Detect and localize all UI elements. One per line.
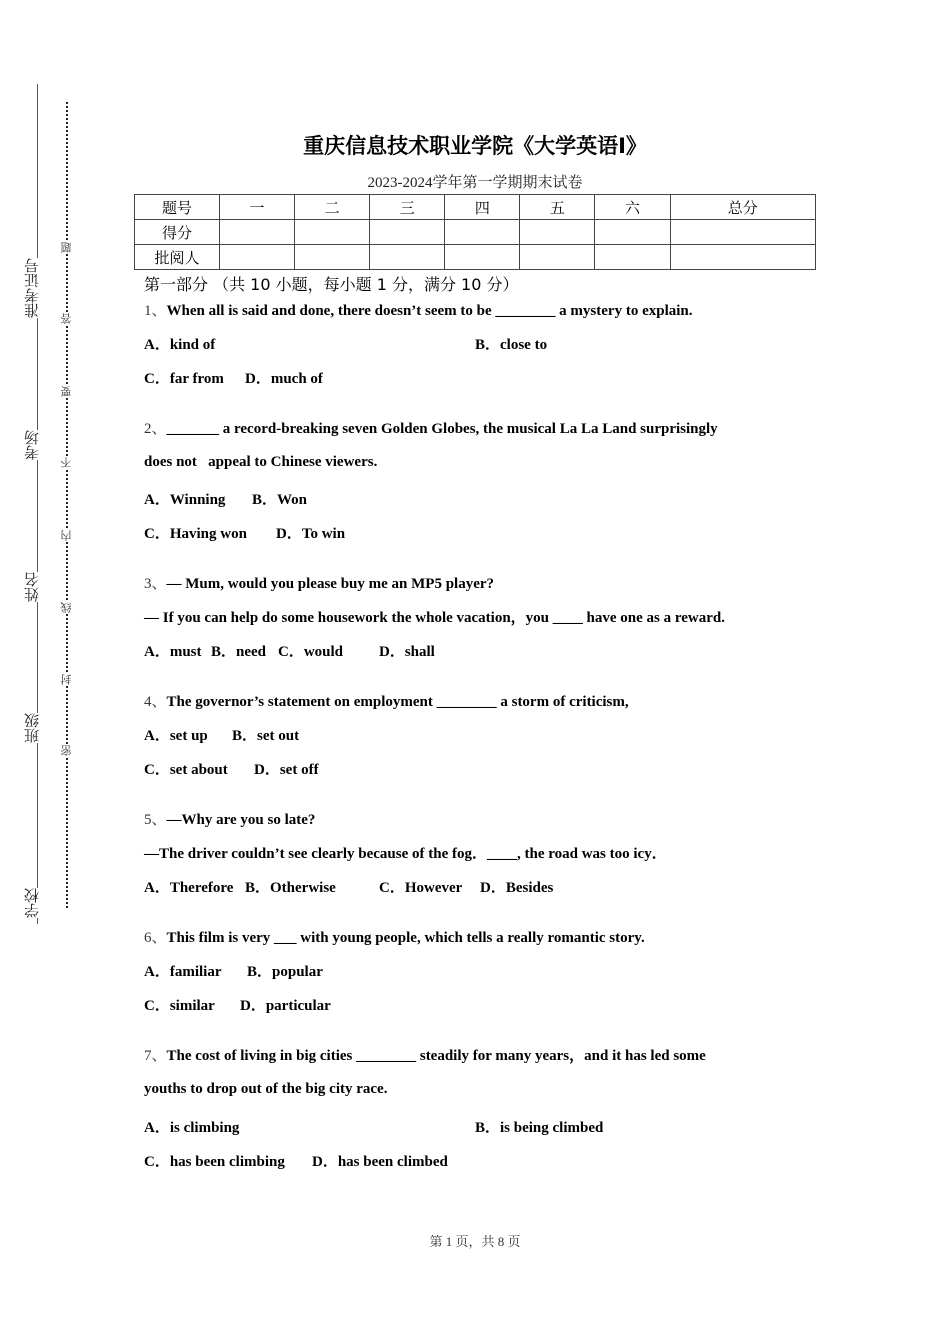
- score-table: [134, 194, 816, 270]
- column-header: 一: [220, 195, 295, 220]
- option-b[interactable]: B．set out: [232, 728, 300, 744]
- question-number: 5、: [144, 812, 167, 828]
- seal-word: 线: [60, 602, 73, 613]
- question-5: [144, 808, 315, 829]
- score-cell[interactable]: [520, 220, 595, 245]
- question-number: 1、: [144, 303, 167, 319]
- column-header: 五: [520, 195, 595, 220]
- option-a[interactable]: A．Therefore: [144, 880, 234, 896]
- option-d[interactable]: D．To win: [276, 526, 346, 542]
- option-a[interactable]: A．set up: [144, 728, 208, 744]
- grader-row: [135, 245, 816, 270]
- margin-label-class: 班级: [23, 713, 41, 743]
- page-indicator: 第 1 页，共 8 页: [429, 1234, 521, 1249]
- score-cell[interactable]: [670, 220, 815, 245]
- question-text: —Why are you so late?: [166, 812, 316, 828]
- question-1: [144, 299, 693, 320]
- option-b[interactable]: B．Won: [252, 492, 308, 508]
- question-text: _______ a record-breaking seven Golden Globes, the musical La La Land surprisingly: [166, 421, 718, 437]
- seal-word: 不: [60, 457, 73, 468]
- option-d[interactable]: D．Besides: [480, 880, 554, 896]
- score-row: [135, 220, 816, 245]
- option-c[interactable]: C．would: [278, 644, 344, 660]
- column-header: 六: [595, 195, 670, 220]
- grader-cell[interactable]: [520, 245, 595, 270]
- margin-solid-line: [37, 84, 38, 924]
- option-a[interactable]: A．Winning: [144, 492, 226, 508]
- exam-title: 重庆信息技术职业学院《大学英语Ⅰ》: [303, 134, 647, 158]
- seal-word: 密: [60, 745, 73, 756]
- grader-cell[interactable]: [220, 245, 295, 270]
- score-cell[interactable]: [445, 220, 520, 245]
- option-a[interactable]: A．is climbing: [144, 1120, 240, 1136]
- column-header: 题号: [135, 195, 220, 220]
- option-c[interactable]: C．far from: [144, 371, 224, 387]
- option-d[interactable]: D．much of: [245, 371, 323, 387]
- section-heading: 第一部分 （共 10 小题，每小题 1 分，满分 10 分）: [144, 275, 519, 294]
- option-b[interactable]: B．need: [211, 644, 267, 660]
- option-b[interactable]: B．Otherwise: [245, 880, 336, 896]
- option-a[interactable]: A．must: [144, 644, 202, 660]
- option-d[interactable]: D．particular: [240, 998, 331, 1014]
- column-header: 四: [445, 195, 520, 220]
- question-2-line-2: does not appeal to Chinese viewers.: [144, 454, 378, 470]
- score-cell[interactable]: [220, 220, 295, 245]
- question-text: — Mum, would you please buy me an MP5 player?: [166, 576, 495, 592]
- question-5-line-2: —The driver couldn’t see clearly because of the fog．____, the road was too icy．: [144, 846, 667, 862]
- option-b[interactable]: B．is being climbed: [475, 1120, 604, 1136]
- question-number: 3、: [144, 576, 167, 592]
- question-4: [144, 690, 629, 711]
- question-7: [144, 1044, 706, 1065]
- option-a[interactable]: A．familiar: [144, 964, 222, 980]
- grader-cell[interactable]: [595, 245, 670, 270]
- option-d[interactable]: D．has been climbed: [312, 1154, 448, 1170]
- option-c[interactable]: C．set about: [144, 762, 228, 778]
- question-text: When all is said and done, there doesn’t seem to be ________ a mystery to explain.: [166, 303, 693, 319]
- option-c[interactable]: C．similar: [144, 998, 215, 1014]
- option-a[interactable]: A．kind of: [144, 337, 216, 353]
- row-label: 批阅人: [135, 245, 220, 270]
- question-text: The governor’s statement on employment ________ a storm of criticism,: [166, 694, 629, 710]
- question-7-line-2: youths to drop out of the big city race.: [144, 1081, 388, 1097]
- seal-dotted-line: [66, 102, 68, 908]
- column-header: 二: [295, 195, 370, 220]
- question-6: [144, 926, 645, 947]
- question-number: 4、: [144, 694, 167, 710]
- option-d[interactable]: D．shall: [379, 644, 435, 660]
- score-cell[interactable]: [370, 220, 445, 245]
- grader-cell[interactable]: [295, 245, 370, 270]
- seal-word: 封: [60, 674, 73, 685]
- column-header: 三: [370, 195, 445, 220]
- score-cell[interactable]: [595, 220, 670, 245]
- option-c[interactable]: C．However: [379, 880, 463, 896]
- margin-label-school: 学校: [23, 888, 41, 918]
- margin-label-name: 姓名: [23, 572, 41, 602]
- question-text: The cost of living in big cities ________ steadily for many years，and it has led some: [166, 1048, 706, 1064]
- option-c[interactable]: C．Having won: [144, 526, 247, 542]
- option-b[interactable]: B．popular: [247, 964, 323, 980]
- option-b[interactable]: B．close to: [475, 337, 548, 353]
- question-2: [144, 417, 718, 438]
- seal-word: 题: [60, 242, 73, 253]
- seal-word: 答: [60, 313, 73, 324]
- margin-label-exam-room: 考场: [23, 430, 41, 460]
- grader-cell[interactable]: [670, 245, 815, 270]
- margin-label-exam-id: 准考证号: [23, 258, 41, 318]
- grader-cell[interactable]: [370, 245, 445, 270]
- score-cell[interactable]: [295, 220, 370, 245]
- question-3-line-2: — If you can help do some housework the whole vacation，you ____ have one as a reward.: [144, 610, 725, 626]
- grader-cell[interactable]: [445, 245, 520, 270]
- option-c[interactable]: C．has been climbing: [144, 1154, 285, 1170]
- question-3: [144, 572, 494, 593]
- row-label: 得分: [135, 220, 220, 245]
- question-number: 7、: [144, 1048, 167, 1064]
- seal-word: 要: [60, 386, 73, 397]
- question-text: This film is very ___ with young people, which tells a really romantic story.: [166, 930, 645, 946]
- seal-word: 内: [60, 530, 73, 541]
- exam-subtitle: 2023-2024学年第一学期期末试卷: [367, 175, 583, 191]
- column-header: 总分: [670, 195, 815, 220]
- question-number: 6、: [144, 930, 167, 946]
- question-number: 2、: [144, 421, 167, 437]
- option-d[interactable]: D．set off: [254, 762, 319, 778]
- score-table-header-row: [135, 195, 816, 220]
